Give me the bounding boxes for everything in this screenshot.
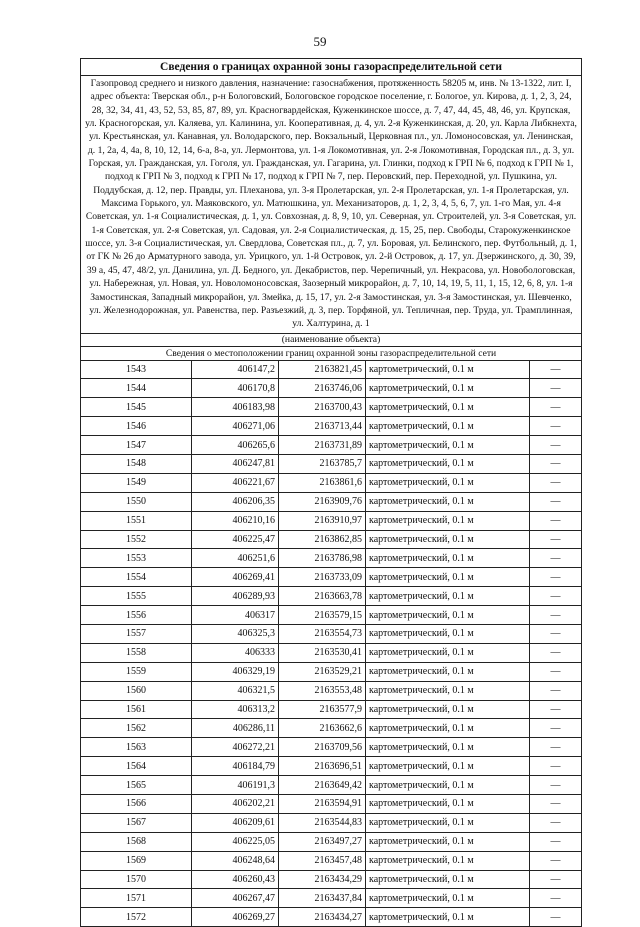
- coordinate-y-cell: 2163497,27: [279, 832, 366, 851]
- point-description-cell: —: [530, 625, 582, 644]
- point-number-cell: 1571: [81, 889, 192, 908]
- point-description-cell: —: [530, 398, 582, 417]
- coordinate-x-cell: 406267,47: [192, 889, 279, 908]
- point-number-cell: 1548: [81, 454, 192, 473]
- method-accuracy-cell: картометрический, 0.1 м: [366, 681, 530, 700]
- method-accuracy-cell: картометрический, 0.1 м: [366, 851, 530, 870]
- method-accuracy-cell: картометрический, 0.1 м: [366, 436, 530, 455]
- method-accuracy-cell: картометрический, 0.1 м: [366, 606, 530, 625]
- method-accuracy-cell: картометрический, 0.1 м: [366, 870, 530, 889]
- point-description-cell: —: [530, 738, 582, 757]
- coordinate-x-cell: 406225,47: [192, 530, 279, 549]
- coordinate-y-cell: 2163909,76: [279, 492, 366, 511]
- table-row: [81, 587, 581, 606]
- point-number-cell: 1558: [81, 643, 192, 662]
- point-description-cell: —: [530, 813, 582, 832]
- coordinate-x-cell: 406251,6: [192, 549, 279, 568]
- method-accuracy-cell: картометрический, 0.1 м: [366, 832, 530, 851]
- point-description-cell: —: [530, 511, 582, 530]
- point-description-cell: —: [550, 911, 561, 923]
- method-accuracy-cell: картометрический, 0.1 м: [366, 776, 530, 795]
- method-accuracy-cell: картометрический, 0.1 м: [366, 719, 530, 738]
- point-number-cell: 1564: [81, 757, 192, 776]
- coordinate-y-cell: 2163579,15: [279, 606, 366, 625]
- point-description-cell: —: [530, 757, 582, 776]
- table-row: [81, 417, 581, 436]
- point-description-cell: —: [530, 530, 582, 549]
- coordinate-y-cell: 2163746,06: [279, 379, 366, 398]
- point-description-cell: —: [530, 643, 582, 662]
- point-description-cell: —: [530, 417, 582, 436]
- method-accuracy-cell: картометрический, 0.1 м: [366, 398, 530, 417]
- table-row: [81, 813, 581, 832]
- coordinate-x-cell: 406271,06: [192, 417, 279, 436]
- point-number-cell: 1550: [81, 492, 192, 511]
- table-row: [81, 625, 581, 644]
- coordinate-x-cell: 406289,93: [192, 587, 279, 606]
- method-accuracy-cell: картометрический, 0.1 м: [366, 511, 530, 530]
- point-number-cell: 1556: [81, 606, 192, 625]
- point-description-cell: —: [530, 776, 582, 795]
- point-description-cell: —: [530, 851, 582, 870]
- point-description-cell: —: [530, 795, 582, 814]
- location-section-title: Сведения о местоположении границ охранной зоны газораспределительной сети: [81, 347, 581, 361]
- point-description-cell: —: [530, 568, 582, 587]
- method-accuracy-cell: картометрический, 0.1 м: [366, 889, 530, 908]
- point-description-cell: —: [530, 436, 582, 455]
- point-number-cell: 1552: [81, 530, 192, 549]
- table-row: [81, 832, 581, 851]
- coordinate-y-cell: 2163434,27: [279, 908, 366, 926]
- table-row: [81, 530, 581, 549]
- coordinate-y-cell: 2163733,09: [279, 568, 366, 587]
- point-number-cell: 1544: [81, 379, 192, 398]
- method-accuracy-cell: картометрический, 0.1 м: [366, 738, 530, 757]
- table-row: [81, 361, 581, 379]
- table-row: [81, 436, 581, 455]
- method-accuracy-cell: картометрический, 0.1 м: [366, 700, 530, 719]
- coordinate-y-cell: 2163861,6: [279, 473, 366, 492]
- point-description-cell: —: [530, 587, 582, 606]
- coordinate-y-cell: 2163529,21: [279, 662, 366, 681]
- coordinate-y-cell: 2163696,51: [279, 757, 366, 776]
- point-number-cell: 1554: [81, 568, 192, 587]
- point-number-cell: 1551: [81, 511, 192, 530]
- point-number-cell: 1566: [81, 795, 192, 814]
- method-accuracy-cell: картометрический, 0.1 м: [366, 813, 530, 832]
- coordinate-y-cell: 2163821,45: [279, 361, 366, 379]
- coordinate-y-cell: 2163731,89: [279, 436, 366, 455]
- coordinate-x-cell: 406183,98: [192, 398, 279, 417]
- method-accuracy-cell: картометрический, 0.1 м: [366, 662, 530, 681]
- table-row: [81, 379, 581, 398]
- method-accuracy-cell: картометрический, 0.1 м: [366, 587, 530, 606]
- point-description-cell: —: [530, 662, 582, 681]
- method-accuracy-cell: картометрический, 0.1 м: [366, 379, 530, 398]
- table-row: [81, 908, 581, 926]
- point-description-cell: —: [530, 549, 582, 568]
- coordinate-x-cell: 406321,5: [192, 681, 279, 700]
- point-number-cell: 1563: [81, 738, 192, 757]
- point-number-cell: 1569: [81, 851, 192, 870]
- point-description-cell: —: [530, 719, 582, 738]
- coordinate-y-cell: 2163662,6: [279, 719, 366, 738]
- point-number-cell: 1565: [81, 776, 192, 795]
- point-number-cell: 1555: [81, 587, 192, 606]
- table-row: [81, 549, 581, 568]
- coordinate-x-cell: 406206,35: [192, 492, 279, 511]
- point-number-cell: 1570: [81, 870, 192, 889]
- table-row: [81, 700, 581, 719]
- coordinate-y-cell: 2163554,73: [279, 625, 366, 644]
- point-number-cell: 1549: [81, 473, 192, 492]
- point-number-cell: 1547: [81, 436, 192, 455]
- point-description-cell: —: [530, 454, 582, 473]
- point-number-cell: 1557: [81, 625, 192, 644]
- method-accuracy-cell: картометрический, 0.1 м: [366, 361, 530, 379]
- coordinate-x-cell: 406191,3: [192, 776, 279, 795]
- point-number-cell: 1546: [81, 417, 192, 436]
- method-accuracy-cell: картометрический, 0.1 м: [366, 492, 530, 511]
- table-row: [81, 643, 581, 662]
- point-number-cell: 1553: [81, 549, 192, 568]
- method-accuracy-cell: картометрический, 0.1 м: [366, 757, 530, 776]
- point-description-cell: —: [530, 870, 582, 889]
- point-number-cell: 1545: [81, 398, 192, 417]
- coordinate-x-cell: 406260,43: [192, 870, 279, 889]
- point-description-cell: —: [530, 379, 582, 398]
- coordinate-x-cell: 406272,21: [192, 738, 279, 757]
- point-number-cell: 1572: [81, 908, 192, 926]
- point-number-cell: 1567: [81, 813, 192, 832]
- method-accuracy-cell: картометрический, 0.1 м: [366, 530, 530, 549]
- coordinate-y-cell: 2163663,78: [279, 587, 366, 606]
- coordinate-x-cell: 406333: [192, 643, 279, 662]
- coordinate-y-cell: 2163700,43: [279, 398, 366, 417]
- table-row: [81, 795, 581, 814]
- table-row: [81, 889, 581, 908]
- coordinate-y-cell: 2163709,56: [279, 738, 366, 757]
- table-row: [81, 606, 581, 625]
- table-row: [81, 757, 581, 776]
- coordinates-table-body: [81, 361, 581, 927]
- table-row: [81, 738, 581, 757]
- coordinate-y-cell: 2163785,7: [279, 454, 366, 473]
- coordinate-x-cell: 406269,27: [192, 908, 279, 926]
- method-accuracy-cell: картометрический, 0.1 м: [366, 795, 530, 814]
- point-description-cell: —: [530, 492, 582, 511]
- table-row: [81, 473, 581, 492]
- point-description-cell: —: [530, 473, 582, 492]
- coordinate-x-cell: 406147,2: [192, 361, 279, 379]
- table-row: [81, 851, 581, 870]
- coordinate-y-cell: 2163437,84: [279, 889, 366, 908]
- point-number-cell: 1568: [81, 832, 192, 851]
- coordinates-table: [81, 361, 581, 927]
- coordinate-y-cell: 2163713,44: [279, 417, 366, 436]
- coordinate-x-cell: 406313,2: [192, 700, 279, 719]
- coordinate-y-cell: 2163553,48: [279, 681, 366, 700]
- boundary-document: [80, 58, 582, 927]
- coordinate-x-cell: 406170,8: [192, 379, 279, 398]
- method-accuracy-cell: картометрический, 0.1 м: [366, 625, 530, 644]
- point-number-cell: 1560: [81, 681, 192, 700]
- method-accuracy-cell: картометрический, 0.1 м: [366, 549, 530, 568]
- table-row: [81, 681, 581, 700]
- point-description-cell: —: [530, 832, 582, 851]
- table-row: [81, 776, 581, 795]
- coordinate-x-cell: 406221,67: [192, 473, 279, 492]
- coordinate-x-cell: 406269,41: [192, 568, 279, 587]
- coordinate-x-cell: 406248,64: [192, 851, 279, 870]
- coordinate-x-cell: 406202,21: [192, 795, 279, 814]
- point-description-cell: —: [530, 700, 582, 719]
- coordinate-y-cell: 2163544,83: [279, 813, 366, 832]
- coordinate-x-cell: 406247,81: [192, 454, 279, 473]
- object-name-caption: (наименование объекта): [81, 334, 581, 347]
- coordinate-x-cell: 406209,61: [192, 813, 279, 832]
- table-row: [81, 511, 581, 530]
- coordinate-y-cell: 2163530,41: [279, 643, 366, 662]
- table-row: [81, 454, 581, 473]
- table-row: [81, 662, 581, 681]
- page-number: 59: [313, 34, 327, 49]
- point-number-cell: 1559: [81, 662, 192, 681]
- point-description-cell: —: [530, 606, 582, 625]
- coordinate-y-cell: 2163594,91: [279, 795, 366, 814]
- method-accuracy-cell: картометрический, 0.1 м: [366, 643, 530, 662]
- method-accuracy-cell: картометрический, 0.1 м: [366, 454, 530, 473]
- point-description-cell: —: [530, 889, 582, 908]
- coordinate-x-cell: 406210,16: [192, 511, 279, 530]
- method-accuracy-cell: картометрический, 0.1 м: [366, 417, 530, 436]
- coordinate-x-cell: 406317: [192, 606, 279, 625]
- coordinate-x-cell: 406286,11: [192, 719, 279, 738]
- method-accuracy-cell: картометрический, 0.1 м: [366, 473, 530, 492]
- coordinate-x-cell: 406184,79: [192, 757, 279, 776]
- point-description-cell: —: [530, 681, 582, 700]
- coordinate-x-cell: 406329,19: [192, 662, 279, 681]
- point-number-cell: 1562: [81, 719, 192, 738]
- point-number-cell: 1561: [81, 700, 192, 719]
- coordinate-y-cell: 2163649,42: [279, 776, 366, 795]
- table-row: [81, 870, 581, 889]
- table-row: [81, 492, 581, 511]
- point-description-cell: —: [530, 361, 582, 379]
- coordinate-y-cell: 2163434,29: [279, 870, 366, 889]
- table-row: [81, 568, 581, 587]
- method-accuracy-cell: картометрический, 0.1 м: [366, 568, 530, 587]
- table-row: [81, 719, 581, 738]
- object-description: Газопровод среднего и низкого давления, назначение: газоснабжения, протяженность 58205 м, инв. № 13-1322, лит. I, адрес объекта: Тверская обл., р-н Бологовский, Бологовское городское поселение, г. Бологое, ул. Кирова, д. 1, 2, 3, 24, 28, 32, 34, 41, 43, 52, 53, 85, 87, 89, ул. Красногвардейская, Куженкинское шоссе, д. 7, 47, 44, 45, 48, 46, ул. Крупская, ул. Красногорская, ул. Каляева, ул. Калинина, ул. Кооперативная, д. 4, ул. 2-я Куженкинская, д. 20, ул. Карла Либкнехта, ул. Крестьянская, ул. Канавная, ул. Володарского, пер. Вокзальный, Церковная пл., ул. Ломоносовская, ул. Ленинская, д. 1, 2а, 4, 4а, 8, 10, 12, 14, 6-а, 8-а, ул. Лермонтова, ул. 1-я Локомотивная, ул. 2-я Локомотивная, Городская пл., д. 3, ул. Горская, ул. Гражданская, ул. Гоголя, ул. Гражданская, ул. Гагарина, ул. Глинки, подход к ГРП № 6, подход к ГРП № 1, подход к ГРП № 3, подход к ГРП № 17, подход к ГРП № 7, пер. Перовский, пер. Переходной, ул. Пушкина, ул. Поддубская, д. 12, пер. Правды, ул. Плеханова, ул. 3-я Пролетарская, ул. 2-я Пролетарская, ул. 1-я Пролетарская, ул. Максима Горького, ул. Маяковского, ул. Матюшкина, ул. Механизаторов, д. 1, 2, 3, 4, 5, 6, 7, ул. 1-го Мая, ул. 4-я Советская, ул. 1-я Социалистическая, д. 1, ул. Совхозная, д. 8, 9, 10, ул. Северная, ул. Строителей, ул. 3-я Советская, ул. 1-я Советская, ул. 2-я Советская, ул. Садовая, ул. 2-я Социалистическая, д. 15, 25, пер. Свободы, Старокуженкинское шоссе, ул. 3-я Социалистическая, ул. Свердлова, Советская пл., д. 7, ул. Боровая, ул. Белинского, пер. Футбольный, д. 1, от ГК № 26 до Арматурного завода, ул. Урицкого, ул. 1-й Островок, ул. 2-й Островок, д. 17, ул. Дзержинского, д. 30, 39, 39 а, 45, 47, 48/2, ул. Данилина, ул. Д. Бедного, ул. Декабристов, пер. Черепичный, ул. Некрасова, ул. Новобологовская, ул. Набережная, ул. Новая, ул. Новоломоносовская, Заозерный микрорайон, д. 7, 10, 14, 19, 5, 11, 1, 15, 12, 6, 8, ул. 1-я Замостинская, Западный микрорайон, ул. Змейка, д. 15, 17, ул. 2-я Замостинская, ул. 3-я Замостинская, ул. Шевченко, ул. Железнодорожная, ул. Равенства, пер. Разъезжий, д. 3, пер. Торфяной, ул. Тепличная, пер. Труда, ул. Трамплинная, ул. Халтурина, д. 1: [81, 76, 581, 334]
- method-accuracy-cell: картометрический, 0.1 м: [366, 908, 530, 926]
- coordinate-x-cell: 406325,3: [192, 625, 279, 644]
- document-title: Сведения о границах охранной зоны газораспределительной сети: [81, 59, 581, 76]
- coordinate-y-cell: 2163457,48: [279, 851, 366, 870]
- coordinate-y-cell: 2163577,9: [279, 700, 366, 719]
- coordinate-y-cell: 2163910,97: [279, 511, 366, 530]
- table-row: [81, 398, 581, 417]
- coordinate-x-cell: 406225,05: [192, 832, 279, 851]
- coordinate-x-cell: 406265,6: [192, 436, 279, 455]
- coordinate-y-cell: 2163786,98: [279, 549, 366, 568]
- point-number-cell: 1543: [81, 361, 192, 379]
- coordinate-y-cell: 2163862,85: [279, 530, 366, 549]
